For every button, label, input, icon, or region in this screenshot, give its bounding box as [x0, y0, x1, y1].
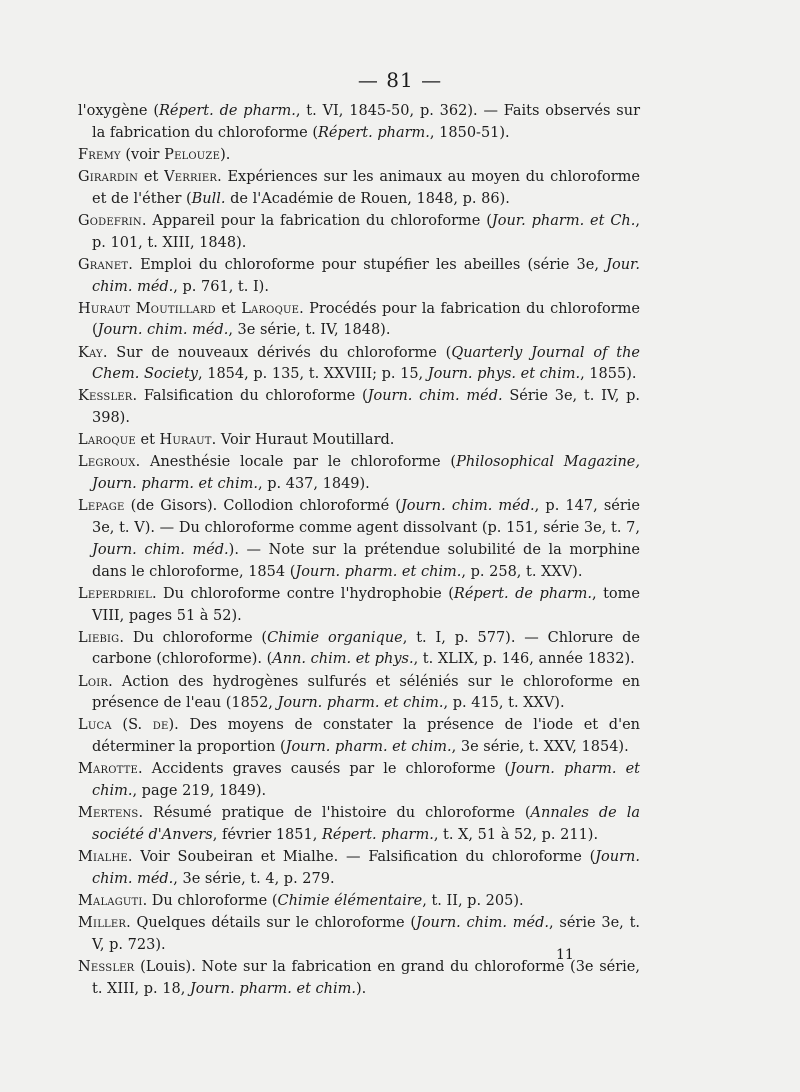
author-name: Kessler	[78, 388, 133, 405]
author-name: Liebig	[78, 629, 120, 646]
printer-signature: 11	[556, 947, 574, 963]
entry-text: , 3e série, t. IV, 1848).	[228, 322, 391, 339]
bibliography-entry	[78, 847, 640, 891]
entry-text: . Voir Huraut Moutillard.	[211, 432, 395, 449]
entry-text: et	[138, 168, 165, 185]
entry-text: . Résumé pratique de l'histoire du chloroforme (	[138, 805, 531, 822]
entry-text: (Louis). Note sur la fabrication en grand du chloroforme (3e série, t. XIII, p. 18,	[92, 959, 640, 997]
entry-text: , t. XLIX, p. 146, année 1832).	[413, 651, 635, 668]
entry-text: , t. I, p. 577). — Chlorure de carbone (chloroforme). (	[92, 629, 640, 668]
bibliography-entry	[78, 957, 640, 1001]
journal-title: Philosophical Magazine, Journ. pharm. et chim.	[92, 454, 640, 493]
entry-text: . Expériences sur les animaux au moyen du chloroforme et de l'éther (	[92, 168, 640, 207]
entry-text: , 3e série, t. 4, p. 279.	[173, 870, 335, 887]
author-name: Laroque	[78, 432, 136, 449]
entry-text: ).	[355, 980, 367, 997]
entry-text: . Quelques détails sur le chloroforme (	[126, 915, 416, 932]
journal-title: Journ. chim. méd.	[400, 498, 535, 515]
author-name: Mialhe	[78, 849, 128, 866]
entry-text: , tome VIII, pages 51 à 52).	[92, 585, 640, 624]
entry-text: , p. 101, t. XIII, 1848).	[92, 212, 640, 251]
bibliography-entry	[78, 255, 640, 299]
entry-text: . Appareil pour la fabrication du chloroforme (	[141, 212, 492, 229]
journal-title: Bull.	[191, 190, 226, 207]
entry-text: . Accidents graves causés par le chloroforme (	[138, 761, 511, 778]
author-name: Mertens	[78, 805, 139, 822]
author-name: Verrier	[164, 168, 218, 185]
journal-title: Journ. pharm. et chim.	[285, 739, 452, 756]
bibliography-entry	[78, 584, 640, 628]
bibliography-entry	[78, 628, 640, 672]
author-name: Lepage	[78, 498, 125, 515]
bibliography-entry	[78, 672, 640, 716]
author-name: Godefrin	[78, 212, 142, 229]
entry-text: , 1854, p. 135, t. XXVIII; p. 15,	[198, 366, 428, 383]
author-name: Girardin	[78, 168, 139, 185]
bibliography-entry	[78, 891, 640, 913]
journal-title: Répert. pharm.	[318, 124, 430, 141]
entry-text: , série 3e, t. V, p. 723).	[92, 915, 640, 953]
entry-text: , p. 258, t. XXV).	[461, 563, 583, 580]
entry-text: . Voir Soubeiran et Mialhe. — Falsification du chloroforme (	[127, 849, 596, 866]
journal-title: Chimie organique	[267, 629, 403, 646]
entry-text: , 1850-51).	[429, 124, 510, 141]
author-name: Miller	[78, 915, 127, 932]
journal-title: Journ. pharm. et chim.	[189, 980, 356, 997]
entry-text: . Procédés pour la fabrication du chloroforme (	[92, 300, 640, 339]
entry-text: , t. X, 51 à 52, p. 211).	[433, 827, 599, 844]
bibliography-entry	[78, 101, 640, 145]
author-name: Huraut Moutillard	[78, 300, 216, 317]
entry-text: , p. 437, 1849).	[258, 476, 370, 493]
journal-title: Ann. chim. et phys.	[272, 651, 414, 668]
bibliography-entry	[78, 803, 640, 847]
entry-text: , t. VI, 1845-50, p. 362). — Faits observés sur la fabrication du chloroforme (	[92, 103, 641, 141]
entry-text: de l'Académie de Rouen, 1848, p. 86).	[225, 190, 510, 207]
author-name: Legroux	[78, 454, 136, 471]
author-name: Granet	[78, 256, 129, 273]
author-name: Marotte	[78, 761, 139, 778]
entry-text: ).	[220, 146, 231, 163]
entry-text: . Emploi du chloroforme pour stupéfier les abeilles (série 3e,	[128, 256, 607, 273]
author-name: Huraut	[159, 432, 212, 449]
entry-text: , p. 415, t. XXV).	[443, 695, 565, 712]
journal-title: Répert. pharm.	[321, 827, 434, 844]
author-name: Nessler	[78, 959, 135, 976]
entry-text: . Du chloroforme (	[142, 893, 278, 910]
author-name: Kay	[78, 344, 103, 361]
journal-title: Journ. phys. et chim.	[427, 366, 581, 383]
bibliography-entry	[78, 496, 640, 583]
bibliography-entry	[78, 343, 640, 387]
entry-text: , février 1851,	[212, 827, 322, 844]
entry-text: et	[215, 300, 242, 317]
entry-text: . Action des hydrogènes sulfurés et séléniés sur le chloroforme en présence de l'eau (1852,	[92, 673, 640, 712]
journal-title: Journ. chim. méd.	[97, 322, 229, 339]
entry-text: , page 219, 1849).	[132, 783, 267, 800]
entry-text: , 3e série, t. XXV, 1854).	[451, 739, 629, 756]
journal-title: Journ. chim. méd.	[92, 849, 640, 887]
bibliography-entry	[78, 759, 640, 803]
entry-text: , p. 147, série 3e, t. V). — Du chloroforme comme agent dissolvant (p. 151, série 3e, t. 7,	[92, 498, 641, 537]
entry-text: . Anesthésie locale par le chloroforme (	[135, 454, 457, 471]
bibliography-entry	[78, 167, 640, 211]
journal-title: Journ. chim. méd.	[367, 388, 503, 405]
entry-text: (S.	[111, 717, 153, 734]
entry-text: . Du chloroforme contre l'hydrophobie (	[151, 585, 454, 602]
entry-text: , 1855).	[580, 366, 637, 383]
bibliography-entry	[78, 299, 640, 343]
entry-text: (de Gisors). Collodion chloroformé (	[124, 498, 401, 515]
author-name: Luca	[78, 717, 112, 734]
author-name: Malaguti	[78, 893, 143, 910]
bibliography-entry	[78, 386, 640, 430]
journal-title: Jour. pharm. et Ch.	[491, 212, 636, 229]
journal-title: Journ. pharm. et chim.	[295, 563, 462, 580]
journal-title: Annales de la société d'Anvers	[92, 805, 640, 844]
author-name: Laroque	[241, 300, 300, 317]
journal-title: Chimie élémentaire	[277, 893, 423, 910]
author-name: Loir	[78, 673, 109, 690]
author-name: Pelouze	[164, 146, 221, 163]
bibliography-list	[78, 101, 640, 1001]
bibliography-entry	[78, 715, 640, 759]
entry-text: Série 3e, t. IV, p. 398).	[92, 388, 641, 427]
author-name: Leperdriel	[78, 585, 152, 602]
journal-title: Journ. chim. méd.	[92, 541, 229, 558]
entry-text: , p. 761, t. I).	[173, 278, 269, 295]
author-name: Fremy	[78, 146, 121, 163]
journal-title: Journ. pharm. et chim.	[92, 761, 640, 800]
entry-text: . Falsification du chloroforme (	[132, 388, 368, 405]
bibliography-entry	[78, 452, 640, 496]
bibliography-entry	[78, 211, 640, 255]
entry-text: ). — Note sur la prétendue solubilité de la morphine dans le chloroforme, 1854 (	[92, 541, 641, 580]
bibliography-entry	[78, 430, 640, 452]
author-name: de	[152, 717, 169, 734]
journal-title: Répert. de pharm.	[159, 103, 296, 119]
page-number: — 81 —	[357, 68, 443, 92]
entry-text: l'oxygène (	[78, 103, 160, 119]
journal-title: Journ. pharm. et chim.	[277, 695, 444, 712]
entry-text: et	[135, 432, 160, 449]
journal-title: Répert. de pharm.	[453, 585, 593, 602]
entry-text: , t. II, p. 205).	[422, 893, 524, 910]
bibliography-entry	[78, 145, 640, 167]
journal-title: Quarterly Journal of the Chem. Society	[92, 344, 640, 383]
entry-text: . Du chloroforme (	[119, 629, 268, 646]
entry-text: (voir	[120, 146, 165, 163]
journal-title: Journ. chim. méd.	[416, 915, 550, 932]
entry-text: ). Des moyens de constater la présence de l'iode et d'en déterminer la proportion (	[92, 717, 640, 756]
entry-text: . Sur de nouveaux dérivés du chloroforme (	[102, 344, 452, 361]
journal-title: Jour. chim. méd.	[92, 256, 640, 295]
